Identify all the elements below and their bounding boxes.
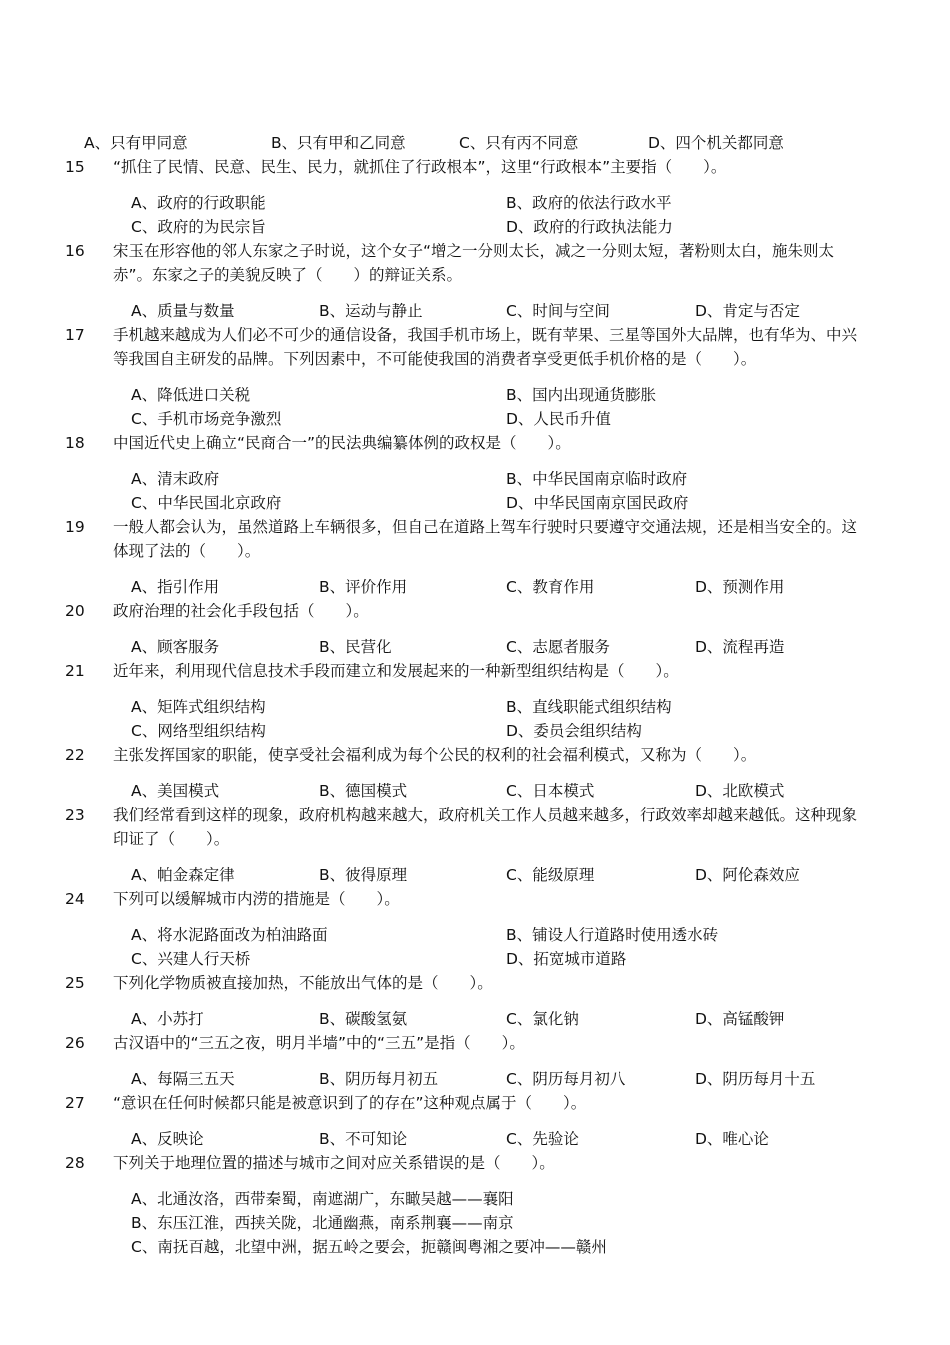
question-18 — [0, 431, 950, 515]
question-15 — [0, 155, 950, 239]
option-b: B、民营化 — [319, 638, 392, 656]
question-options — [0, 383, 950, 431]
option-row — [0, 719, 950, 743]
question-text: “抓住了民情、民意、民生、民力，就抓住了行政根本”，这里“行政根本”主要指（ ）。 — [113, 158, 727, 176]
option-b: B、国内出现通货膨胀 — [506, 386, 657, 404]
question-text: 近年来，利用现代信息技术手段而建立和发展起来的一种新型组织结构是（ ）。 — [113, 662, 679, 680]
question-25 — [0, 971, 950, 1031]
q14-option-a: A、只有甲同意 — [84, 134, 188, 152]
question-text: 主张发挥国家的职能，使享受社会福利成为每个公民的权利的社会福利模式，又称为（ ）。 — [113, 746, 757, 764]
question-options — [0, 1187, 950, 1259]
option-b: B、碳酸氢氨 — [319, 1010, 408, 1028]
question-options — [0, 1127, 950, 1151]
option-a: A、顾客服务 — [131, 638, 220, 656]
option-b: B、彼得原理 — [319, 866, 408, 884]
option-c: C、先验论 — [506, 1130, 579, 1148]
option-a: A、将水泥路面改为柏油路面 — [131, 926, 328, 944]
question-number: 28 — [65, 1154, 85, 1172]
option-row — [0, 491, 950, 515]
option-a: A、每隔三五天 — [131, 1070, 235, 1088]
option-row — [0, 863, 950, 887]
option-d: D、阿伦森效应 — [695, 866, 800, 884]
option-a: A、质量与数量 — [131, 302, 235, 320]
option-a: A、降低进口关税 — [131, 386, 251, 404]
question-options — [0, 467, 950, 515]
question-options — [0, 191, 950, 239]
option-a: A、反映论 — [131, 1130, 204, 1148]
option-c: C、中华民国北京政府 — [131, 494, 282, 512]
option-c: C、时间与空间 — [506, 302, 610, 320]
option-b: B、中华民国南京临时政府 — [506, 470, 688, 488]
question-number: 27 — [65, 1094, 85, 1112]
question-text: 政府治理的社会化手段包括（ ）。 — [113, 602, 369, 620]
option-a: A、帕金森定律 — [131, 866, 235, 884]
option-d: D、预测作用 — [695, 578, 785, 596]
question-number: 15 — [65, 158, 85, 176]
question-23 — [0, 803, 950, 887]
question-options — [0, 779, 950, 803]
option-b: B、政府的依法行政水平 — [506, 194, 672, 212]
question-number: 21 — [65, 662, 85, 680]
question-16 — [0, 239, 950, 323]
option-d: D、人民币升值 — [506, 410, 611, 428]
option-c: C、教育作用 — [506, 578, 595, 596]
option-d: D、政府的行政执法能力 — [506, 218, 673, 236]
option-d: D、唯心论 — [695, 1130, 769, 1148]
question-number: 24 — [65, 890, 85, 908]
option-d: D、中华民国南京国民政府 — [506, 494, 689, 512]
q14-option-b: B、只有甲和乙同意 — [271, 134, 406, 152]
question-options — [0, 1067, 950, 1091]
option-d: D、高锰酸钾 — [695, 1010, 785, 1028]
option-c: C、能级原理 — [506, 866, 595, 884]
option-a: A、矩阵式组织结构 — [131, 698, 266, 716]
option-d: D、委员会组织结构 — [506, 722, 642, 740]
question-number: 16 — [65, 242, 85, 260]
option-row — [0, 191, 950, 215]
question-text: 手机越来越成为人们必不可少的通信设备，我国手机市场上，既有苹果、三星等国外大品牌，也有华为、中兴等我国自主研发的品牌。下列因素中，不可能使我国的消费者享受更低手机价格的是（ ）。 — [113, 326, 858, 368]
option-d: D、拓宽城市道路 — [506, 950, 627, 968]
option-row — [0, 407, 950, 431]
option-row — [0, 467, 950, 491]
option-d: D、流程再造 — [695, 638, 785, 656]
question-text: 下列关于地理位置的描述与城市之间对应关系错误的是（ ）。 — [113, 1154, 555, 1172]
option-row — [0, 215, 950, 239]
question-options — [0, 863, 950, 887]
question-list — [0, 155, 950, 1259]
question-number: 20 — [65, 602, 85, 620]
q14-option-d: D、四个机关都同意 — [648, 134, 784, 152]
question-22 — [0, 743, 950, 803]
question-text: 我们经常看到这样的现象，政府机构越来越大，政府机关工作人员越来越多，行政效率却越来越低。这种现象印证了（ ）。 — [113, 806, 858, 848]
question-options — [0, 575, 950, 599]
option-b: B、德国模式 — [319, 782, 408, 800]
question-text: 古汉语中的“三五之夜，明月半墙”中的“三五”是指（ ）。 — [113, 1034, 525, 1052]
question-options — [0, 1007, 950, 1031]
option-c: C、手机市场竞争激烈 — [131, 410, 282, 428]
question-21 — [0, 659, 950, 743]
question-text: 一般人都会认为，虽然道路上车辆很多，但自己在道路上驾车行驶时只要遵守交通法规，还是相当安全的。这体现了法的（ ）。 — [113, 518, 858, 560]
option-d: D、北欧模式 — [695, 782, 785, 800]
option-c: C、政府的为民宗旨 — [131, 218, 266, 236]
option-row — [0, 947, 950, 971]
option-c: C、兴建人行天桥 — [131, 950, 251, 968]
option-a: A、指引作用 — [131, 578, 220, 596]
option-row — [0, 1067, 950, 1091]
option-c: C、南抚百越，北望中洲，据五岭之要会，扼赣闽粤湘之要冲——赣州 — [131, 1238, 607, 1256]
option-row — [0, 635, 950, 659]
question-number: 26 — [65, 1034, 85, 1052]
question-19 — [0, 515, 950, 599]
option-row — [0, 383, 950, 407]
question-number: 17 — [65, 326, 85, 344]
option-b: B、铺设人行道路时使用透水砖 — [506, 926, 719, 944]
option-row — [0, 1127, 950, 1151]
option-d: D、阴历每月十五 — [695, 1070, 816, 1088]
question-number: 18 — [65, 434, 85, 452]
q14-option-c: C、只有丙不同意 — [459, 134, 579, 152]
question-options — [0, 923, 950, 971]
question-text: 中国近代史上确立“民商合一”的民法典编纂体例的政权是（ ）。 — [113, 434, 571, 452]
option-a: A、美国模式 — [131, 782, 220, 800]
question-17 — [0, 323, 950, 431]
option-row — [0, 299, 950, 323]
option-c: C、志愿者服务 — [506, 638, 610, 656]
option-c: C、阴历每月初八 — [506, 1070, 626, 1088]
question-20 — [0, 599, 950, 659]
option-row — [0, 575, 950, 599]
q14-options-row — [0, 131, 950, 155]
question-text: 下列可以缓解城市内涝的措施是（ ）。 — [113, 890, 400, 908]
question-number: 22 — [65, 746, 85, 764]
question-options — [0, 635, 950, 659]
option-c: C、网络型组织结构 — [131, 722, 266, 740]
option-d: D、肯定与否定 — [695, 302, 800, 320]
question-text: 下列化学物质被直接加热，不能放出气体的是（ ）。 — [113, 974, 493, 992]
option-row — [0, 923, 950, 947]
option-a: A、政府的行政职能 — [131, 194, 266, 212]
question-27 — [0, 1091, 950, 1151]
option-c: C、氯化钠 — [506, 1010, 579, 1028]
option-a: A、清末政府 — [131, 470, 220, 488]
option-row — [0, 779, 950, 803]
question-28 — [0, 1151, 950, 1259]
option-b: B、不可知论 — [319, 1130, 408, 1148]
question-number: 25 — [65, 974, 85, 992]
option-row — [0, 1007, 950, 1031]
question-options — [0, 695, 950, 743]
question-options — [0, 299, 950, 323]
option-b: B、东压江淮，西挟关陇，北通幽燕，南系荆襄——南京 — [131, 1214, 514, 1232]
option-a: A、小苏打 — [131, 1010, 204, 1028]
option-row — [0, 695, 950, 719]
question-number: 19 — [65, 518, 85, 536]
question-26 — [0, 1031, 950, 1091]
option-b: B、直线职能式组织结构 — [506, 698, 672, 716]
option-c: C、日本模式 — [506, 782, 595, 800]
option-b: B、运动与静止 — [319, 302, 423, 320]
option-a: A、北通汝洛，西带秦蜀，南遮湖广，东瞰吴越——襄阳 — [131, 1190, 514, 1208]
question-24 — [0, 887, 950, 971]
question-number: 23 — [65, 806, 85, 824]
question-text: “意识在任何时候都只能是被意识到了的存在”这种观点属于（ ）。 — [113, 1094, 587, 1112]
option-b: B、阴历每月初五 — [319, 1070, 439, 1088]
option-b: B、评价作用 — [319, 578, 408, 596]
question-text: 宋玉在形容他的邻人东家之子时说，这个女子“增之一分则太长，减之一分则太短，著粉则太白，施朱则太赤”。东家之子的美貌反映了（ ）的辩证关系。 — [113, 242, 835, 284]
